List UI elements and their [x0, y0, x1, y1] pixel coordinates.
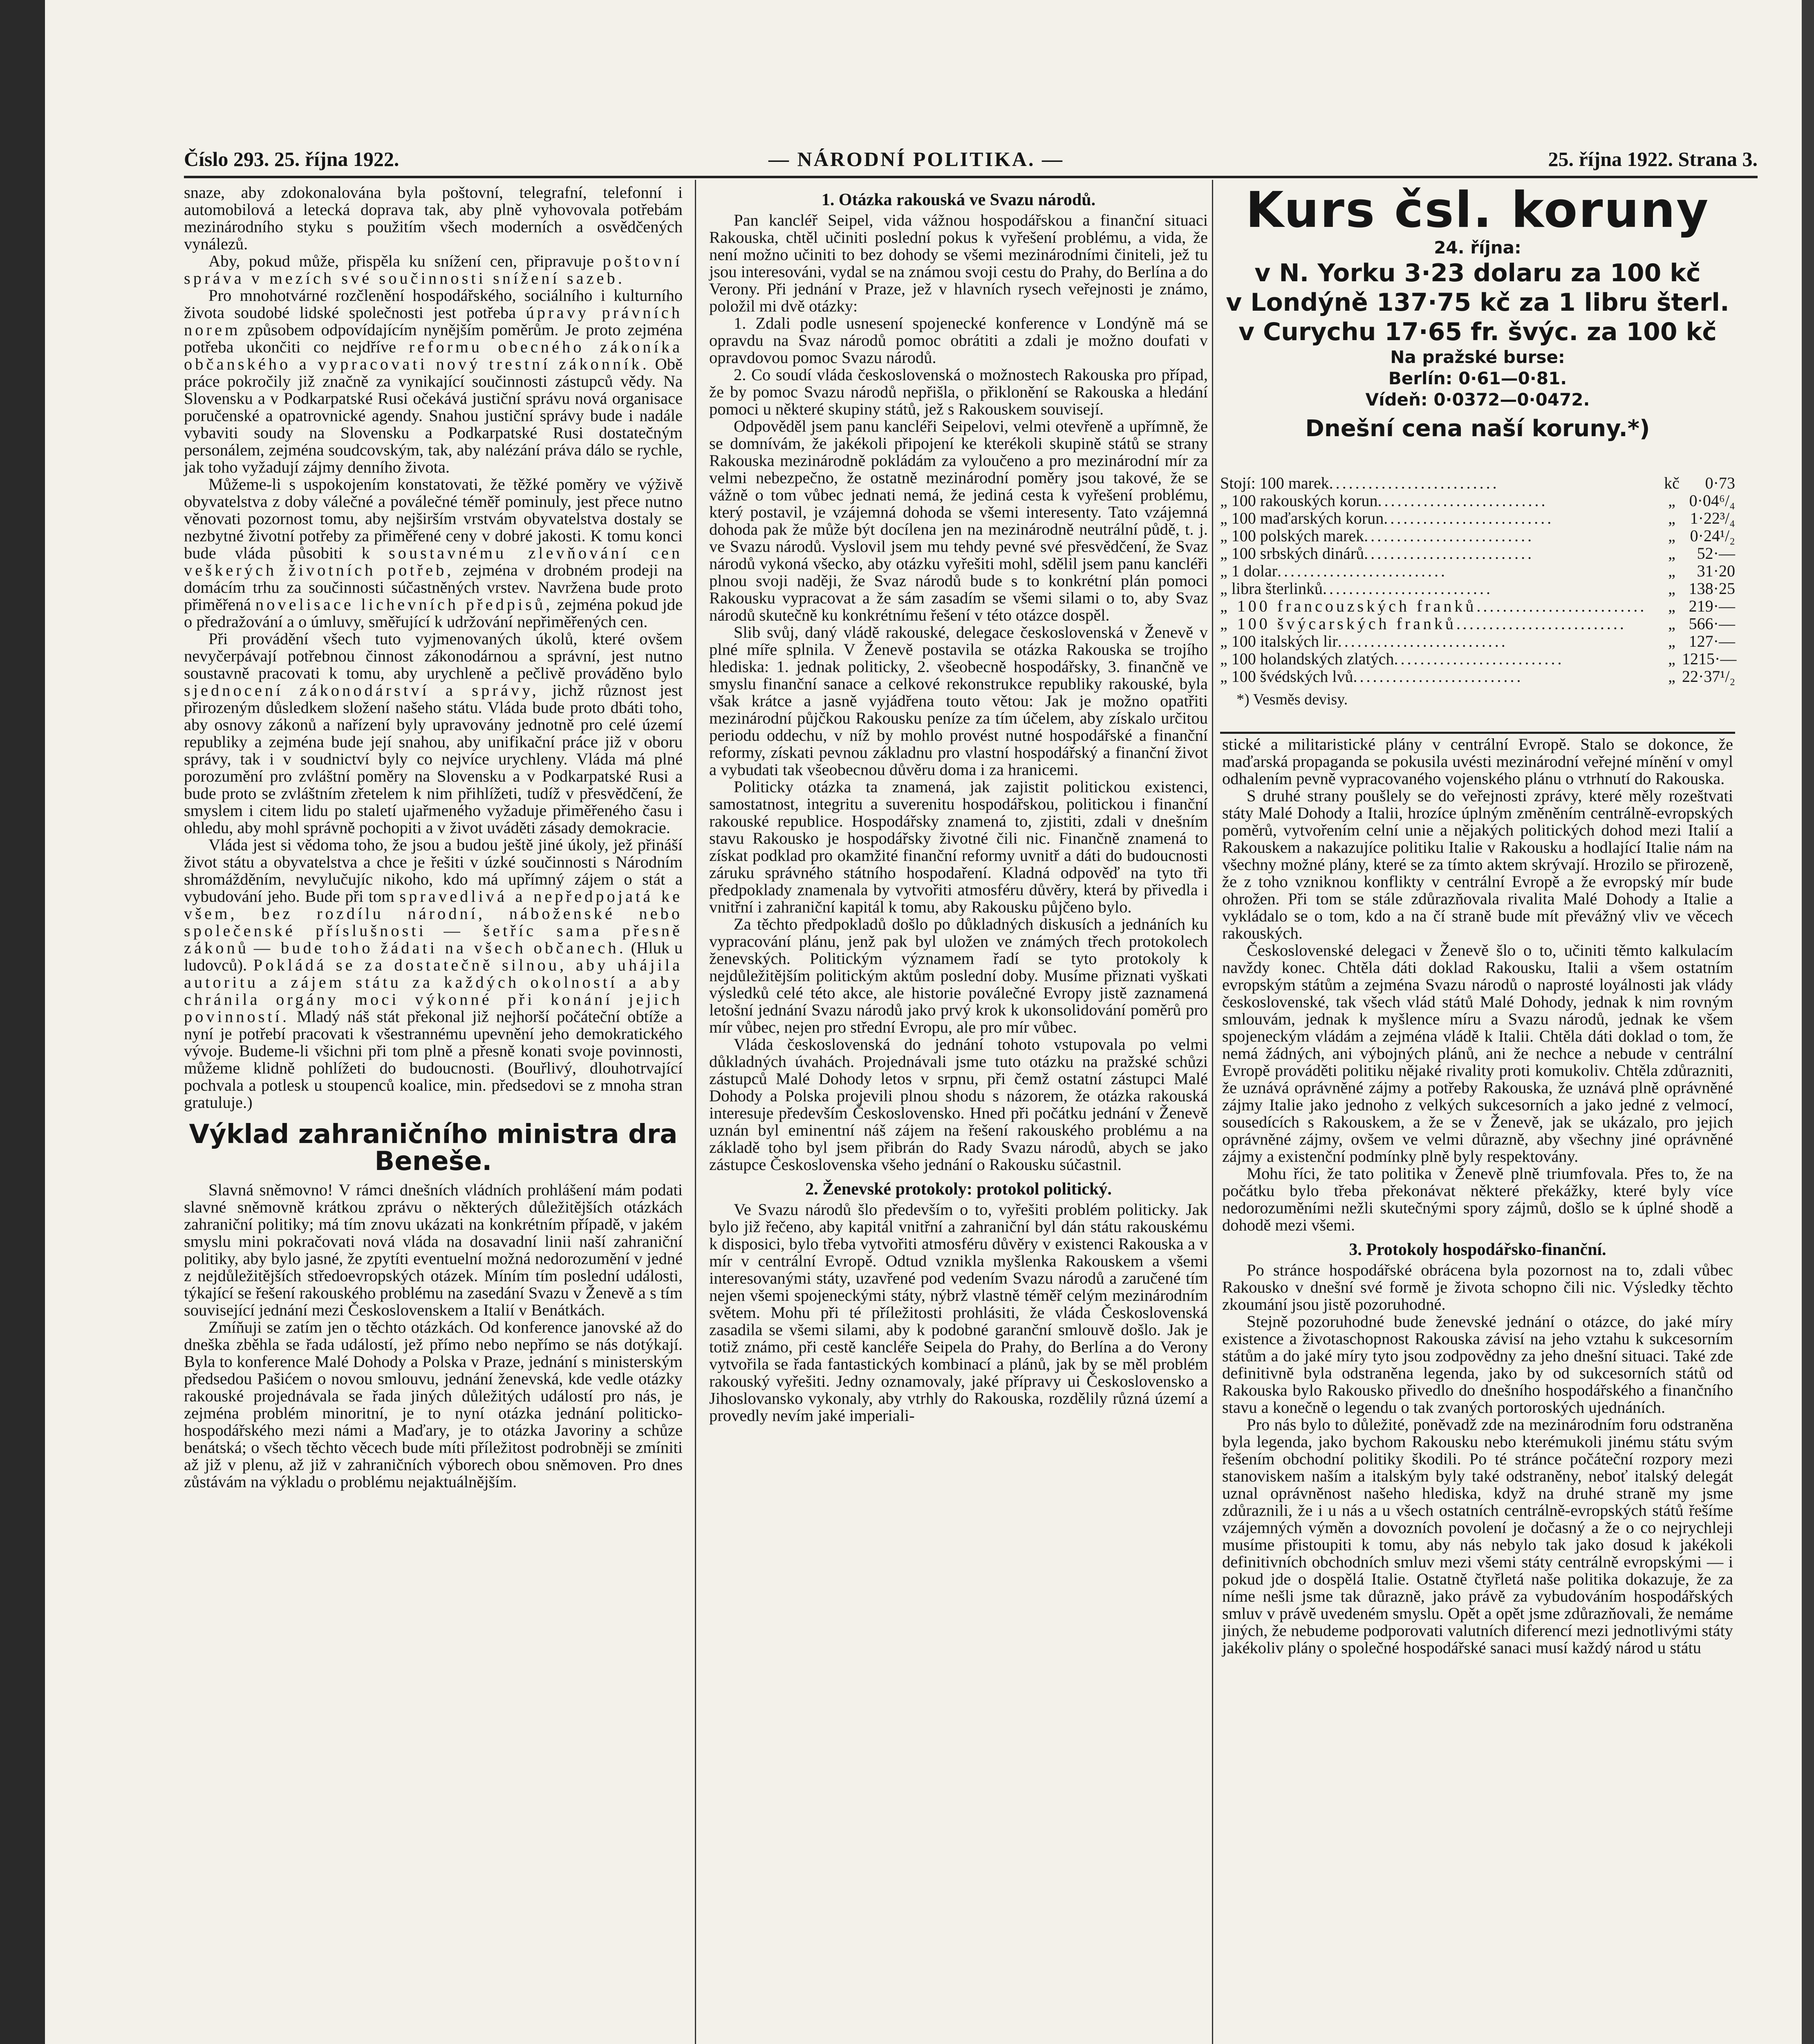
page-header — [184, 147, 1758, 176]
rate-row: „ 100 italských lir .......................... „ 127·— — [1220, 632, 1735, 650]
paragraph: stické a militaristické plány v centrální Evropě. Stalo se dokonce, že maďarská propaganda se pokusila uvésti mezinárodní veřejné mínění v omyl odhalením pevně vypracovaného vojenského plánu o vtrhnutí do Rakouska. — [1222, 735, 1733, 788]
column-1 — [184, 184, 683, 1490]
column-divider — [695, 180, 696, 2044]
header-issue-date: Číslo 293. 25. října 1922. — [184, 148, 399, 170]
paragraph: Pro mnohotvárné rozčlenění hospodářského, sociálního i kulturního života soudobé lidské společnosti jest potřeba úpravy právních norem způsobem odpovídajícím nynějším poměrům. Je proto zejména potřeba ukončiti co nejdříve reformu obecného zákoníka občanského a vypracovati nový trestní zákonník. Obě práce pokročily již značně za vynikající součinnosti zástupců vědy. Na Slovensku a v Podkarpatské Rusi očekává justiční správu nová organisace poručenské a opatrovnické agendy. Snahou justiční správy bude i nadále vybaviti soudy na Slovensku a Podkarpatské Rusi dostatečným personálem, zejména soudcovským, tak, aby nalézání práva dálo se rychle, jak toho vyžadují zájmy denního života. — [184, 286, 683, 476]
paragraph: Slib svůj, daný vládě rakouské, delegace československá v Ženevě v plné míře splnila. V Ženevě postavila se otázka Rakouska se trojího hlediska: 1. jednak politicky, 2. všeobecně hospodářsky, 3. finančně ve smyslu finanční sanace a celkové rekonstrukce republiky rakouské, byla však krátce a jasně vyjádřena touto větou: Jak je možno opatřiti mezinárodní půjčkou Rakousku peníze za tím účelem, aby získalo určitou periodu oddechu, v níž by mohlo provést nutné hospodářské a finanční reformy, získati pevnou základnu pro vlastní hospodářský a finanční život a vybudati tak všeobecnou důvěru doma i za hranicemi. — [709, 623, 1208, 779]
prague-bourse-label: Na pražské burse: — [1390, 347, 1565, 367]
rate-row: Stojí: 100 marek .......................... kč 0·73 — [1220, 474, 1735, 492]
rate-vienna: Vídeň: 0·0372—0·0472. — [1365, 390, 1590, 410]
rate-row: „ 100 polských marek .......................... „ 0·24¹/₂ — [1220, 527, 1735, 545]
rate-row: „ 100 švédských lvů .......................... „ 22·37¹/₂ — [1220, 667, 1736, 686]
currency-subtitle: Dnešní cena naší koruny.*) — [1305, 415, 1650, 442]
column-3 — [1222, 736, 1733, 1656]
paragraph: Mohu říci, že tato politika v Ženevě plně triumfovala. Přes to, že na počátku bylo třeba překonávat některé překážky, které byly více nedorozuměními nežli skutečnými spory zájmů, došlo se k úplné shodě a dohodě mezi všemi. — [1222, 1164, 1733, 1234]
header-masthead: — NÁRODNÍ POLITIKA. — — [768, 148, 1064, 170]
rate-row: „ 100 francouzských franků .......................... „ 219·— — [1220, 597, 1735, 615]
rate-row: „ 100 rakouských korun .......................... „ 0·04⁶/₄ — [1220, 491, 1735, 510]
header-rule — [184, 176, 1758, 178]
currency-box — [1218, 184, 1737, 443]
paragraph: S druhé strany poušlely se do veřejnosti zprávy, které měly rozeštvati státy Malé Dohody a Italii, hrozíce úplným změněním centrálně-evropských poměrů, vytvořením celní unie a nějakých politických dohod mezi Italií a Rakouskem a nakazujíce politiku Italie v Rakousku a hodlající Italie nám na všechny možné plány, které se za tímto aktem skrývají. Hrozilo se přirozeně, že z toho vzniknou konflikty v centrální Evropě a že evropský mír bude ohrožen. Při tom se stále zdůrazňovala rivalita Malé Dohody a Italie a vykládalo se o tom, kdo a na čí straně bude mít převážný vliv ve věcech rakouských. — [1222, 787, 1733, 942]
column-divider — [1212, 180, 1213, 2044]
rate-footnote: *) Vesměs devisy. — [1236, 691, 1348, 708]
paragraph: Po stránce hospodářské obrácena byla pozornost na to, zdali vůbec Rakousko v dnešní své formě je života schopno čili nic. Výsledky těchto zkoumání jsou jistě pozoruhodné. — [1222, 1261, 1733, 1313]
rate-new-york: v N. Yorku 3·23 dolaru za 100 kč — [1254, 259, 1701, 287]
rate-row: „ 100 holandských zlatých .......................... „ 1215·— — [1220, 650, 1737, 668]
paragraph: Vláda jest si vědoma toho, že jsou a budou ještě jiné úkoly, jež přináší život státu a obyvatelstva a chce je řešiti v úzké součinnosti s Národním shromážděním, nevylučujíc nikoho, kdo má upřímný zájem o stát a vybudování jeho. Bude při tom spravedlivá a nepředpojatá ke všem, bez rozdílu národní, náboženské nebo společenské příslušnosti — šetříc sama přesně zákonů — bude toho žádati na všech občanech. (Hluk u ludovců). Pokládá se za dostatečně silnou, aby uhájila autoritu a zájem státu za každých okolností a aby chránila orgány moci výkonné při konání jejich povinností. Mladý náš stát překonal již nejhorší počáteční obtíže a nyní je potřebí pracovati k všestrannému upevnění jeho demokratického vývoje. Budeme-li všichni při tom plně a přesně konati svoje povinnosti, můžeme klidně pohlížeti do budoucnosti. (Bouřlivý, dlouhotrvající pochvala a potlesk u stoupenců koalice, min. předsedovi se z mnoha stran gratuluje.) — [184, 836, 683, 1112]
rate-row: „ 100 maďarských korun .......................... „ 1·22³/₄ — [1220, 509, 1735, 527]
paragraph: Za těchto předpokladů došlo po důkladných diskusích a jednáních ku vypracování plánu, jenž pak byl uložen ve známých třech protokolech ženevských. Politickým významem řadí se tyto protokoly k nejdůležitějším politickým aktům poslední doby. Musíme přiznati vyškati výsledků celé této akce, ale historie poválečné Evropy jistě zaznamená letošní jednání Svazu národů jako prvý krok k ukonsolidování poměrů pro mír vůbec, nejen pro střední Evropu, ale pro mír vůbec. — [709, 915, 1208, 1036]
column-2 — [709, 184, 1208, 1424]
paragraph: Politicky otázka ta znamená, jak zajistit politickou existenci, samostatnost, integritu a suverenitu hospodářskou, politickou i finanční rakouské republice. Hospodářsky znamená to, zjistiti, zdali v dnešním stavu Rakousko je hospodářsky životné čili nic. Finančně znamená to získat podklad pro okamžité finanční reformy uvnitř a dáti do budoucnosti záruku správného státního hospodaření. Kladná odpověď na tyto tři předpoklady znamenala by vytvořiti atmosféru důvěry, která by přivedla i vnitřní i zahraniční kapitál k tomu, aby Rakousku půjčeno bylo. — [709, 778, 1208, 916]
rate-row: „ 1 dolar .......................... „ 31·20 — [1220, 562, 1735, 580]
rate-row: „ 100 švýcarských franků .......................... „ 566·— — [1220, 614, 1735, 633]
paragraph: Slavná sněmovno! V rámci dnešních vládních prohlášení mám podati slavné sněmovně krátkou zprávu o některých důležitějších otázkách zahraniční politiky; má tím znovu ukázati na konkrétním případě, v jakém smyslu mini pokračovati nová vláda na dosavadní linii naší zahraniční politiky, aby bylo jasné, že zpytíti eventuelní možná nedorozumění v jedné z nejdůležitějších středoevropských otázek. Míním tím poslední události, týkající se řešení rakouského problému na zasedání Svazu v Ženevě a s tím související jednání mezi Československem a Italií v Benátkách. — [184, 1181, 683, 1319]
scan-right-edge — [1802, 0, 1814, 2044]
currency-date: 24. října: — [1434, 238, 1521, 258]
paragraph: Pro nás bylo to důležité, poněvadž zde na mezinárodním foru odstraněna byla legenda, jako bychom Rakousku nebo kterémukoli jinému státu svým řešením obchodní politiky škodili. Po té stránce počáteční rozpory mezi stanoviskem naším a italským byly také odstraněny, neboť italský delegát uznal oprávněnost našeho hlediska, když na druhé straně my jsme zdůraznili, že i u nás a u všech ostatních centrálně-evropských států řešíme vzájemných výměn a dovozních povolení je dočasný a že o co nejrychleji musíme přistoupiti k tomu, aby nás nebylo tak jako dosud k jakékoli definitivních obchodních smluv mezi všemi státy centrálně evropskými — i pokud jde o dospělá Italie. Ostatně čtyřletá naše politika dokazuje, že za níme nešli jsme tak důrazně, jako právě za vybudováním hospodářských smluv v právě uvedeném smyslu. Opět a opět jsme zdůrazňovali, že nemáme jiných, že nebudeme podporovati valutních diferencí mezi jednotlivými státy jakékoliv plány o společné hospodářské sanaci musí každý národ u státu — [1222, 1415, 1733, 1657]
header-page-number: 25. října 1922. Strana 3. — [1548, 148, 1758, 170]
section-heading: 2. Ženevské protokoly: protokol politický. — [805, 1180, 1112, 1199]
currency-title: Kurs čsl. koruny — [1245, 182, 1710, 239]
rate-row: „ libra šterlinků .......................... „ 138·25 — [1220, 579, 1735, 598]
paragraph: Československé delegaci v Ženevě šlo o to, učiniti těmto kalkulacím navždy konec. Chtěla dáti doklad Rakousku, Italii a všem ostatním evropským státům a zejména Svazu národů o naprosté loyálnosti jak vlády československé, tak všech vlád států Malé Dohody, jednak k nim rovným smlouvám, jednak k myšlence míru a Svazu národů, jednak ke všem spojeneckým vládám a zejména vládě k Italii. Chtěla dáti doklad o tom, že nemá žádných, ani výbojných plánů, ani že nechce a nebude v centrální Evropě prováděti politiku nějaké rivality proti komukoliv. Chtěla zdůrazniti, že uznává oprávněné zájmy a potřeby Rakouska, že uznává plně oprávněné zájmy Italie jako jednoho z velkých sukcesorních a jako jedné z velmocí, sousedících s Rakouskem, a že se v Ženevě, jak se ukázalo, pro jejich oprávněné zájmy, ovšem ve velmi důrazně, aby všechny jiné oprávněné zájmy a existenční podmínky plně byly respektovány. — [1222, 941, 1733, 1165]
question: 1. Zdali podle usnesení spojenecké konference v Londýně má se opravdu na Svaz národů pomoc obrátiti a zdali je možno doufati v opravdovou pomoc Svazu národů. — [709, 314, 1208, 367]
rate-london: v Londýně 137·75 kč za 1 libru šterl. — [1226, 288, 1729, 317]
rate-row: „ 100 srbských dinárů .......................... „ 52·— — [1220, 544, 1735, 563]
rate-berlin: Berlín: 0·61—0·81. — [1388, 368, 1567, 388]
paragraph: Zmíňuji se zatím jen o těchto otázkách. Od konference janovské až do dneška zběhla se řada událostí, jež přímo nebo nepřímo se nás dotýkají. Byla to konference Malé Dohody a Polska v Praze, jednání s ministerským předsedou Pašićem o novou smlouvu, jednání ženevská, kde vedle otázky rakouské projednávala se řada jiných důležitých událostí pro nás, je zejména problém minoritní, je to nyní otázka jednání politicko-hospodářského mezi námi a Maďary, je to otázka Javoriny a schůze benátská; o všech těchto věcech bude míti příležitost podrobněji se zmíniti až již v plenu, až již v zahraničních výborech obou sněmoven. Pro dnes zůstávám na výkladu o problému nejaktuálnějším. — [184, 1318, 683, 1491]
currency-box-rule — [1220, 732, 1735, 734]
question: 2. Co soudí vláda československá o možnostech Rakouska pro případ, že by pomoc Svazu národů nepřišla, o přiklonění se Rakouska a hledání pomoci u některé skupiny států, jež s Rakouskem souvisejí. — [709, 365, 1208, 418]
section-heading: 1. Otázka rakouská ve Svazu národů. — [821, 191, 1096, 209]
rate-zurich: v Curychu 17·65 fr. švýc. za 100 kč — [1238, 318, 1717, 346]
scan-left-edge — [0, 0, 45, 2044]
paragraph: Ve Svazu národů šlo především o to, vyřešiti problém politicky. Jak bylo již řečeno, aby kapitál vnitřní a zahraniční byl dán státu rakouskému k disposici, bylo třeba vytvořiti atmosféru důvěry v existenci Rakouska a v mír v centrální Evropě. Odtud vznikla myšlenka Rakouskem a všemi interesovanými státy, uzavřené pod vedením Svazu národů a zaručené tím nejen všemi spojeneckými státy, nýbrž vlastně téměř celým mezinárodním světem. Mohu při té příležitosti prohlásiti, že vláda Československá zasadila se všemi silami, aby k podobné garanční smlouvě došlo. Jak je totiž známo, při cestě kancléře Seipela do Prahy, do Berlína a do Verony vytvořila se řada fantastických kombinací a plánů, jak by se měl problém rakouský vyřešiti. Jedny oznamovaly, jaké přípravy ui Československo a Jihoslovansko vykonaly, aby vtrhly do Rakouska, rozdělily různá území a provedly nevím jaké imperiali- — [709, 1200, 1208, 1425]
section-heading: 3. Protokoly hospodářsko-finanční. — [1349, 1240, 1606, 1259]
rate-list — [1220, 474, 1735, 708]
article-heading: Výklad zahraničního ministra dra Beneše. — [189, 1119, 678, 1177]
paragraph: Stejně pozoruhodné bude ženevské jednání o otázce, do jaké míry existence a životaschopnost Rakouska závisí na jeho vztahu k sukcesorním státům a do jaké míry tyto jsou zodpovědny za jeho dnešní situaci. Také zde definitivně byla odstraněna legenda, jako by od sukcesorních států od Rakouska bylo Rakousko přivedlo do dnešního hospodářského a finančního stavu a konečně o legendu o tak zvaných portoroských ujednáních. — [1222, 1312, 1733, 1416]
paragraph: Při provádění všech tuto vyjmenovaných úkolů, které ovšem nevyčerpávají potřebnou činnost zákonodárnou a správní, jest nutno soustavně pracovati k tomu, aby urychleně a pečlivě prováděno bylo sjednocení zákonodárství a správy, jichž různost jest přirozeným důsledkem složení našeho státu. Vláda bude proto dbáti toho, aby osnovy zákonů a nařízení byly upravovány jednotně pro celé území republiky a zejména bude její snahou, aby unifikační práce již v oboru správy, tak i v soudnictví byly co nejvíce urychleny. Vláda má plné porozumění pro zvláštní poměry na Slovensku a v Podkarpatské Rusi a bude proto se zvláštním zřetelem k nim přihlížeti, tudíž v přesvědčení, že smyslem i citem lidu po staletí ujařmeného vyžaduje přiměřeného času i ohledu, aby mohl správně pochopiti a v život uváděti zásady demokracie. — [184, 630, 683, 837]
paragraph: Můžeme-li s uspokojením konstatovati, že těžké poměry ve výživě obyvatelstva z doby válečné a poválečné téměř pominuly, jest přece nutno věnovati pozornost tomu, aby nejširším vrstvám obyvatelstva dostaly se nezbytné životní potřeby za přiměřené ceny v dobré jakosti. K tomu konci bude vláda působiti k soustavnému zlevňování cen veškerých životních potřeb, zejména v drobném prodeji na domácím trhu za součinnosti súčastněných vrstev. Navržena bude proto přiměřená novelisace lichevních předpisů, zejména pokud jde o předražování a o úmluvy, směřující k udržování nepřiměřených cen. — [184, 475, 683, 631]
paragraph: Pan kancléř Seipel, vida vážnou hospodářskou a finanční situaci Rakouska, chtěl učiniti poslední pokus k vyřešení problému, a vida, že není možno učiniti to bez dohody se všemi mezinárodními činiteli, jež tu jsou interesováni, vydal se na známou svoji cestu do Prahy, do Berlína a do Verony. Při jednání v Praze, jež v hlavních rysech veřejnosti je známo, položil mi dvě otázky: — [709, 211, 1208, 315]
paragraph: Odpověděl jsem panu kancléři Seipelovi, velmi otevřeně a upřímně, že se domnívám, že jakékoli připojení ke kterékoli skupině států se strany Rakouska mezinárodně pokládám za vyloučeno a pro mezinárodní mír za velmi nebezpečno, že ostatně mezinárodní poměry jsou takové, že se vážně o tom vůbec jednati nemá, že jediná cesta k vyřešení problému, který postavil, je vzájemná dohoda se všemi interesenty. Tato vzájemná dohoda pak že může být docílena jen na mezinárodně neutrální půdě, t. j. ve Svazu národů. Vyslovil jsem mu tehdy pevné své přesvědčení, že Svaz národů vykoná všecko, aby otázku vyřešiti mohl, sdělil jsem panu kancléři plnou svoji naději, že Svaz národů bude s to konkrétní plán pomoci Rakousku vypracovat a že sám zasadím se všemi silami o to, aby Svaz národů skutečně ku konkrétnímu řešení v této otázce dospěl. — [709, 417, 1208, 624]
paragraph: snaze, aby zdokonalována byla poštovní, telegrafní, telefonní i automobilová a letecká doprava tak, aby plně vyhovovala potřebám mezinárodního styku s použitím všech moderních a osvědčených vynálezů. — [184, 183, 683, 253]
paragraph: Vláda československá do jednání tohoto vstupovala po velmi důkladných úvahách. Projednávali jsme tuto otázku na pražské schůzi zástupců Malé Dohody letos v srpnu, při čemž ostatní zástupci Malé Dohody a Polska projevili plnou shodu s názorem, že otázka rakouská interesuje především Československo. Hned při počátku jednání v Ženevě uznán byl eminentní náš zájem na řešení rakouského problému a na základě toho byl jsem přibrán do Rady Svazu národů, abych se jako zástupce Československa všeho jednání o Rakousku súčastnil. — [709, 1035, 1208, 1174]
paragraph: Aby, pokud může, přispěla ku snížení cen, připravuje poštovní správa v mezích své součinnosti snížení sazeb. — [184, 252, 683, 287]
